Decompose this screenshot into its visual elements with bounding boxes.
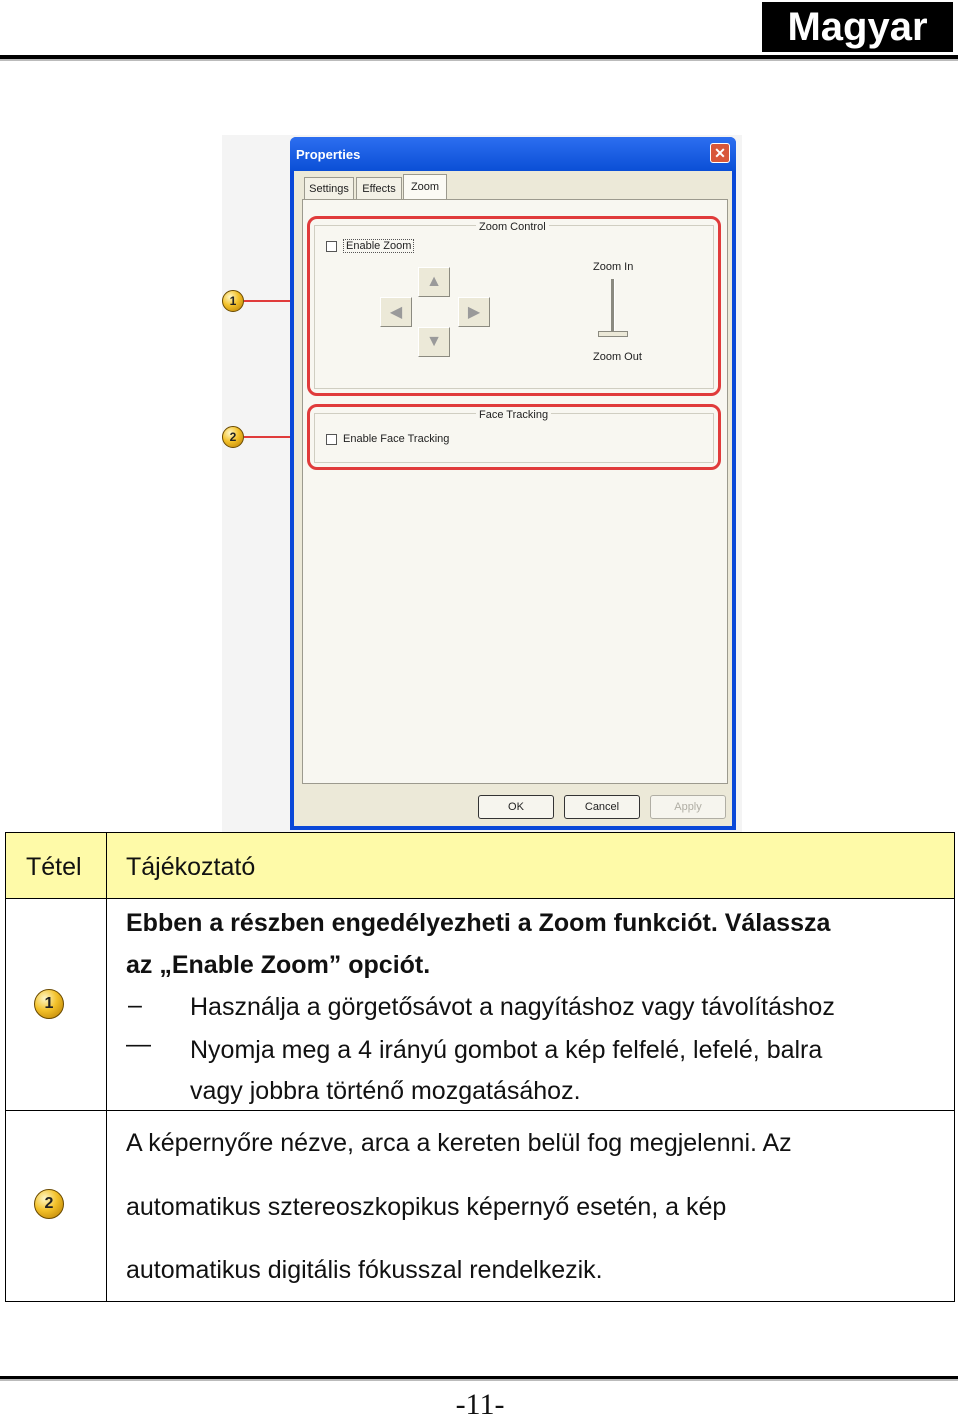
arrow-down-icon: ▼ bbox=[426, 333, 442, 350]
row1-dash-2: — bbox=[126, 1030, 151, 1058]
arrow-right-icon: ▶ bbox=[467, 304, 481, 321]
face-tracking-title: Face Tracking bbox=[476, 409, 551, 421]
arrow-up-icon: ▲ bbox=[426, 273, 442, 290]
info-table bbox=[5, 832, 955, 1302]
close-button[interactable] bbox=[710, 143, 730, 163]
enable-face-tracking-row[interactable] bbox=[326, 433, 449, 445]
page-number: -11- bbox=[455, 1388, 505, 1421]
row-marker-2: 2 bbox=[34, 1189, 64, 1219]
header-info: Tájékoztató bbox=[126, 853, 256, 881]
row1-line1: Ebben a részben engedélyezheti a Zoom funkciót. Válassza bbox=[126, 909, 831, 937]
language-badge: Magyar bbox=[762, 2, 953, 52]
face-tracking-group bbox=[307, 404, 721, 470]
dialog-body bbox=[294, 171, 732, 826]
zoom-control-group bbox=[307, 216, 721, 396]
enable-face-tracking-label: Enable Face Tracking bbox=[343, 433, 450, 445]
pan-left-button[interactable] bbox=[380, 297, 412, 327]
enable-zoom-checkbox[interactable] bbox=[326, 241, 337, 252]
callout-marker-2: 2 bbox=[222, 426, 244, 448]
arrow-left-icon: ◀ bbox=[389, 304, 403, 321]
zoom-slider-track[interactable] bbox=[611, 279, 615, 331]
tab-effects[interactable]: Effects bbox=[356, 177, 402, 199]
dialog-titlebar bbox=[290, 137, 736, 171]
row1-line2: az „Enable Zoom” opciót. bbox=[126, 951, 431, 979]
row1-dash-1: – bbox=[128, 991, 142, 1019]
zoom-slider-thumb[interactable] bbox=[598, 331, 628, 337]
properties-dialog bbox=[290, 137, 736, 830]
pan-up-button[interactable] bbox=[418, 267, 450, 297]
zoom-tab-panel bbox=[302, 199, 728, 784]
ok-button[interactable]: OK bbox=[478, 795, 554, 819]
header-rule bbox=[0, 55, 958, 61]
apply-button[interactable]: Apply bbox=[650, 795, 726, 819]
table-column-divider bbox=[106, 833, 107, 1301]
row1-bullet1: Használja a görgetősávot a nagyításhoz vagy távolításhoz bbox=[190, 993, 835, 1021]
callout-marker-1: 1 bbox=[222, 290, 244, 312]
close-icon: ✕ bbox=[714, 144, 726, 161]
tab-settings[interactable]: Settings bbox=[304, 177, 354, 199]
tab-zoom[interactable]: Zoom bbox=[403, 174, 447, 199]
row2-line3: automatikus digitális fókusszal rendelkezik. bbox=[126, 1256, 603, 1284]
zoom-in-label: Zoom In bbox=[593, 261, 634, 273]
enable-zoom-row[interactable] bbox=[326, 239, 414, 253]
enable-face-tracking-checkbox[interactable] bbox=[326, 434, 337, 445]
row1-bullet2-line1: Nyomja meg a 4 irányú gombot a kép felfelé, lefelé, balra bbox=[190, 1036, 823, 1064]
pan-down-button[interactable] bbox=[418, 327, 450, 357]
enable-zoom-label: Enable Zoom bbox=[343, 239, 414, 253]
row2-line1: A képernyőre nézve, arca a kereten belül fog megjelenni. Az bbox=[126, 1129, 792, 1157]
footer-rule bbox=[0, 1376, 958, 1381]
row2-line2: automatikus sztereoszkopikus képernyő esetén, a kép bbox=[126, 1193, 727, 1221]
row1-bullet2-line2: vagy jobbra történő mozgatásához. bbox=[190, 1077, 581, 1105]
zoom-out-label: Zoom Out bbox=[593, 351, 642, 363]
header-item: Tétel bbox=[26, 853, 82, 881]
zoom-control-title: Zoom Control bbox=[476, 221, 549, 233]
row-marker-1: 1 bbox=[34, 989, 64, 1019]
cancel-button[interactable]: Cancel bbox=[564, 795, 640, 819]
pan-right-button[interactable] bbox=[458, 297, 490, 327]
dialog-title: Properties bbox=[296, 147, 361, 162]
